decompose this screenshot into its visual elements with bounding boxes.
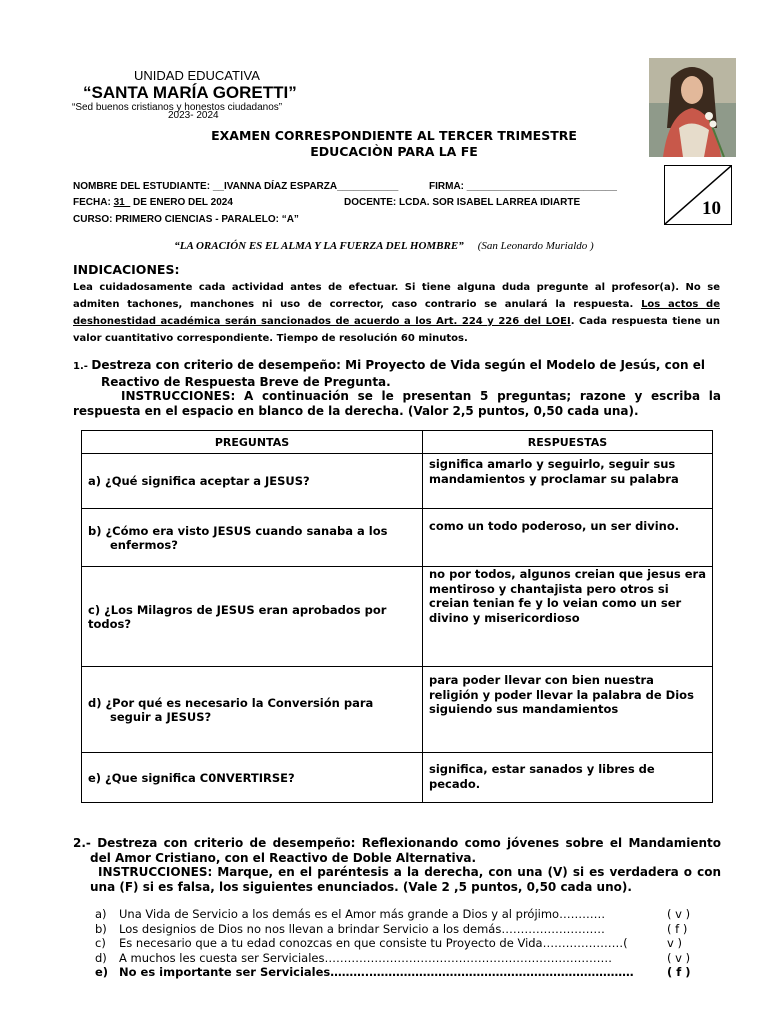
indications-underlined: Los actos de deshonestidad académica serán sancionados de acuerdo a los Art. 224 y 226 del LOEI (73, 299, 720, 327)
quote-author: (San Leonardo Murialdo ) (477, 240, 594, 252)
item-text: Los designios de Dios no nos llevan a brindar Servicio a los demás……………………… (119, 921, 605, 936)
exam-title-line2: EDUCACIÒN PARA LA FE (310, 144, 478, 159)
item-text: Una Vida de Servicio a los demás es el Amor más grande a Dios y al prójimo………… (119, 907, 606, 921)
school-motto: “Sed buenos cristianos y honestos ciudadanos” (72, 102, 283, 113)
true-false-list (95, 907, 715, 980)
indications-text-a: Lea cuidadosamente cada actividad antes de efectuar. Si tiene alguna duda pregunte al profesor(a). No se admiten tachones, manchones ni uso de corrector, caso contrario se anulará la respuesta. (73, 282, 720, 310)
question-cell: a) ¿Qué significa aceptar a JESUS? (82, 454, 423, 509)
indications-heading: INDICACIONES: (73, 262, 180, 277)
student-name-line: NOMBRE DEL ESTUDIANTE: __IVANNA DÍAZ ESPARZA___________ (73, 181, 399, 192)
answer-cell[interactable]: significa amarlo y seguirlo, seguir sus mandamientos y proclamar su palabra (423, 454, 713, 509)
exam-title (0, 128, 768, 160)
grade-box (664, 165, 732, 225)
indications-text-b: . Cada respuesta tiene un valor cuantitativo correspondiente. Tiempo de resolución 60 minutos. (73, 316, 720, 344)
signature-line: FIRMA: ___________________________ (429, 181, 617, 192)
list-item (95, 965, 715, 980)
section2-instructions: INSTRUCCIONES: Marque, en el paréntesis a la derecha, con una (V) si es verdadera o con una (F) si es falsa, los siguientes enunciados. (Vale 2 ,5 puntos, 0,50 cada uno). (90, 865, 721, 894)
answer-cell[interactable]: para poder llevar con bien nuestra religión y poder llevar la palabra de Dios siguiendo sus mandamientos (423, 667, 713, 753)
table-row (82, 509, 713, 567)
item-answer[interactable]: ( v ) (667, 907, 691, 921)
table-row (82, 454, 713, 509)
table-row (82, 667, 713, 753)
question-cell: e) ¿Que significa C0NVERTIRSE? (82, 753, 423, 803)
table-header-row (82, 431, 713, 454)
school-name: “SANTA MARÍA GORETTI” (83, 83, 297, 102)
section1-title: Destreza con criterio de desempeño: Mi Proyecto de Vida según el Modelo de Jesús, con el Reactivo de Respuesta Breve de Pregunta. (91, 358, 705, 389)
item-text: Es necesario que a tu edad conozcas en que consiste tu Proyecto de Vida…………………( (119, 936, 628, 950)
table-row (82, 567, 713, 667)
section2-title: 2.- Destreza con criterio de desempeño: Reflexionando como jóvenes sobre el Mandamiento del Amor Cristiano, con el Reactivo de Doble Alternativa. (73, 836, 721, 865)
answer-cell[interactable]: como un todo poderoso, un ser divino. (423, 509, 713, 567)
item-letter: d) (95, 950, 107, 965)
item-text: No es importante ser Serviciales……….…………………………………………………………… (119, 965, 634, 979)
quote-text: “LA ORACIÓN ES EL ALMA Y LA FUERZA DEL HOMBRE” (174, 240, 464, 252)
section1-title-block (73, 358, 721, 389)
section1-number: 1.- (73, 361, 92, 372)
teacher-line: DOCENTE: LCDA. SOR ISABEL LARREA IDIARTE (344, 197, 581, 208)
item-answer[interactable]: ( f ) (667, 921, 688, 936)
question-cell: b) ¿Cómo era visto JESUS cuando sanaba a los enfermos? (82, 509, 423, 567)
section1-header (73, 358, 721, 418)
school-label: UNIDAD EDUCATIVA (134, 68, 260, 83)
list-item (95, 936, 715, 951)
item-letter: e) (95, 965, 109, 979)
date-suffix: DE ENERO DEL 2024 (130, 197, 233, 208)
item-letter: b) (95, 921, 107, 936)
item-answer[interactable]: v ) (667, 936, 682, 950)
answer-cell[interactable]: no por todos, algunos creian que jesus era mentiroso y chantajista pero otros si creian tenian fe y lo veian como un ser divino y misericordioso (423, 567, 713, 667)
col-answers: RESPUESTAS (423, 431, 713, 454)
question-cell: c) ¿Los Milagros de JESUS eran aprobados por todos? (82, 567, 423, 667)
questions-table (81, 430, 713, 803)
grade-diagonal (665, 166, 731, 224)
grade-value: 10 (702, 198, 721, 219)
date-line (73, 197, 233, 208)
date-day: 31_ (113, 197, 131, 208)
section2-header (73, 836, 721, 894)
item-answer[interactable]: ( f ) (667, 965, 691, 979)
list-item (95, 907, 715, 922)
item-letter: c) (95, 936, 106, 950)
school-header (72, 68, 347, 121)
list-item (95, 951, 715, 966)
course-line: CURSO: PRIMERO CIENCIAS - PARALELO: “A” (73, 214, 299, 225)
date-prefix: FECHA: (73, 197, 114, 208)
section1-instructions: INSTRUCCIONES: A continuación se le presentan 5 preguntas; razone y escriba la respuesta en el espacio en blanco de la derecha. (Valor 2,5 puntos, 0,50 cada una). (73, 389, 721, 418)
indications-text (73, 279, 720, 347)
question-cell: d) ¿Por qué es necesario la Conversión para seguir a JESUS? (82, 667, 423, 753)
item-letter: a) (95, 907, 107, 921)
item-answer[interactable]: ( v ) (667, 950, 691, 965)
answer-cell[interactable]: significa, estar sanados y libres de pecado. (423, 753, 713, 803)
quote (0, 240, 768, 252)
list-item (95, 922, 715, 937)
col-questions: PREGUNTAS (82, 431, 423, 454)
item-text: A muchos les cuesta ser Serviciales………………………………………………………………… (119, 950, 612, 965)
exam-title-line1: EXAMEN CORRESPONDIENTE AL TERCER TRIMESTRE (211, 128, 577, 143)
table-row (82, 753, 713, 803)
school-year: 2023- 2024 (168, 110, 219, 121)
